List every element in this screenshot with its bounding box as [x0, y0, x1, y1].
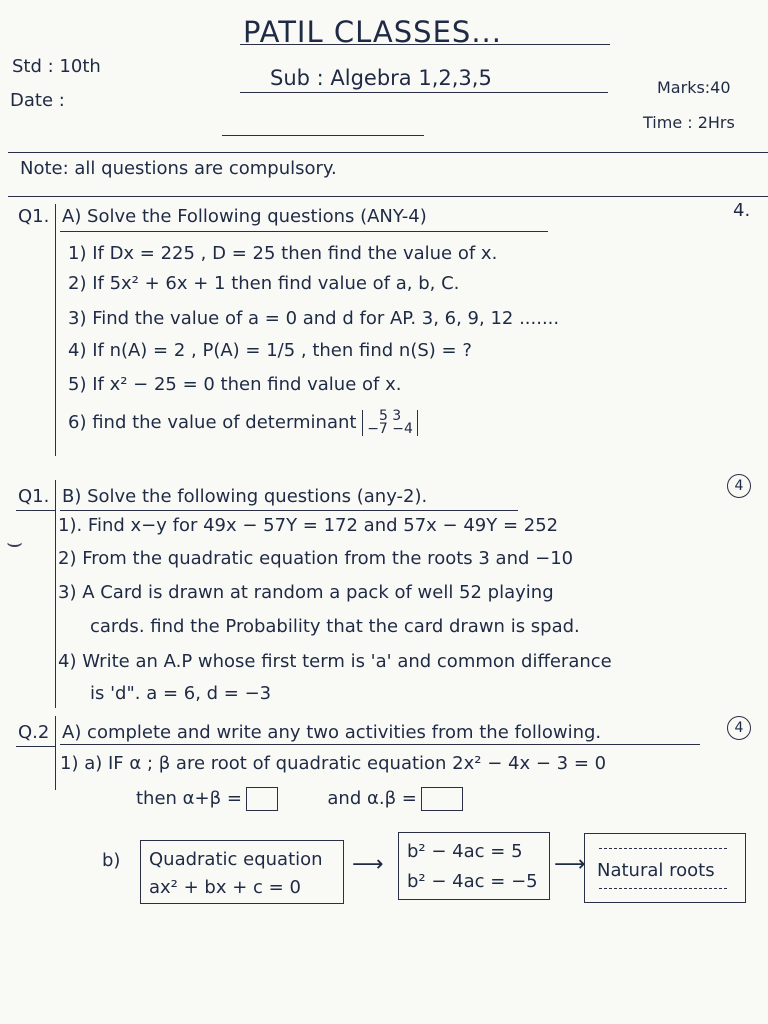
blank-dash-top [599, 848, 727, 849]
q2a-label: Q.2 [18, 722, 50, 743]
std-label: Std : 10th [12, 56, 101, 77]
q1b-margin-line [55, 480, 56, 708]
determinant-matrix [362, 410, 418, 436]
matrix-row-bottom: −7 −4 [367, 421, 413, 437]
product-roots-blank[interactable] [421, 787, 463, 811]
q1b-heading: B) Solve the following questions (any-2). [62, 486, 428, 507]
flow-box-natural-roots-label: Natural roots [597, 860, 715, 881]
flow-box-quadratic-formula: ax² + bx + c = 0 [149, 877, 301, 898]
q2a-item-1-answer [136, 787, 463, 811]
q1a-item-4: 4) If n(A) = 2 , P(A) = 1/5 , then find n(S) = ? [68, 340, 472, 361]
q1b-marks: 4 [727, 474, 751, 498]
flow-box-natural-roots [584, 833, 746, 903]
title-underline [240, 44, 610, 45]
header-short-rule [222, 135, 424, 136]
q1b-label-underline [16, 510, 56, 511]
header-rule [8, 152, 768, 153]
flow-box-quadratic-title: Quadratic equation [149, 849, 323, 870]
q2a-label-underline [16, 746, 56, 747]
flow-box-discriminant-neg: b² − 4ac = −5 [407, 871, 538, 892]
q1a-item-6 [68, 410, 418, 436]
note-rule [8, 196, 768, 197]
q2a-margin-line [55, 716, 56, 790]
flow-box-quadratic [140, 840, 344, 904]
date-label: Date : [10, 90, 65, 111]
marks-label: Marks:40 [657, 78, 731, 97]
flow-arrow-1: ⟶ [352, 852, 384, 877]
q2a-heading: A) complete and write any two activities from the following. [62, 722, 602, 743]
q1b-item-1: 1). Find x−y for 49x − 57Y = 172 and 57x − 49Y = 252 [58, 515, 559, 536]
flow-arrow-2: ⟶ [554, 852, 586, 877]
q1a-item-3: 3) Find the value of a = 0 and d for AP. 3, 6, 9, 12 ....... [68, 308, 560, 329]
subject-underline [240, 92, 608, 93]
check-mark: ⌣ [6, 528, 24, 558]
flow-box-discriminant-pos: b² − 4ac = 5 [407, 841, 523, 862]
q1b-item-4-cont: is 'd". a = 6, d = −3 [90, 683, 272, 704]
subject-line: Sub : Algebra 1,2,3,5 [270, 66, 492, 90]
q1b-item-2: 2) From the quadratic equation from the roots 3 and −10 [58, 548, 574, 569]
product-roots-text: and α.β = [327, 788, 417, 809]
q1b-item-4: 4) Write an A.P whose first term is 'a' and common differance [58, 651, 612, 672]
blank-dash-bottom [599, 888, 727, 889]
q2a-heading-underline [60, 744, 700, 745]
q1b-item-3-cont: cards. find the Probability that the card drawn is spad. [90, 616, 580, 637]
q1b-label: Q1. [18, 486, 50, 507]
q1a-marks: 4. [733, 200, 751, 221]
sum-roots-text: then α+β = [136, 788, 242, 809]
q1b-item-3: 3) A Card is drawn at random a pack of well 52 playing [58, 582, 554, 603]
q1a-label: Q1. [18, 206, 50, 227]
q1b-heading-underline [60, 510, 518, 511]
q1a-item-2: 2) If 5x² + 6x + 1 then find value of a, b, C. [68, 273, 460, 294]
time-label: Time : 2Hrs [643, 113, 735, 132]
flow-box-discriminant [398, 832, 550, 900]
q1a-item-6-text: 6) find the value of determinant [68, 412, 357, 433]
q1a-heading-underline [60, 231, 548, 232]
institute-title: PATIL CLASSES... [243, 15, 502, 49]
matrix-row-top: 5 3 [378, 408, 402, 424]
q1a-margin-line [55, 204, 56, 456]
q1a-heading: A) Solve the Following questions (ANY-4) [62, 206, 427, 227]
note-text: Note: all questions are compulsory. [20, 158, 337, 179]
q2a-item-b-label: b) [102, 850, 121, 871]
q1a-item-1: 1) If Dx = 225 , D = 25 then find the value of x. [68, 243, 498, 264]
q1a-item-5: 5) If x² − 25 = 0 then find value of x. [68, 374, 402, 395]
q2a-marks: 4 [727, 716, 751, 740]
q2a-item-1: 1) a) IF α ; β are root of quadratic equation 2x² − 4x − 3 = 0 [60, 753, 607, 774]
sum-roots-blank[interactable] [246, 787, 278, 811]
